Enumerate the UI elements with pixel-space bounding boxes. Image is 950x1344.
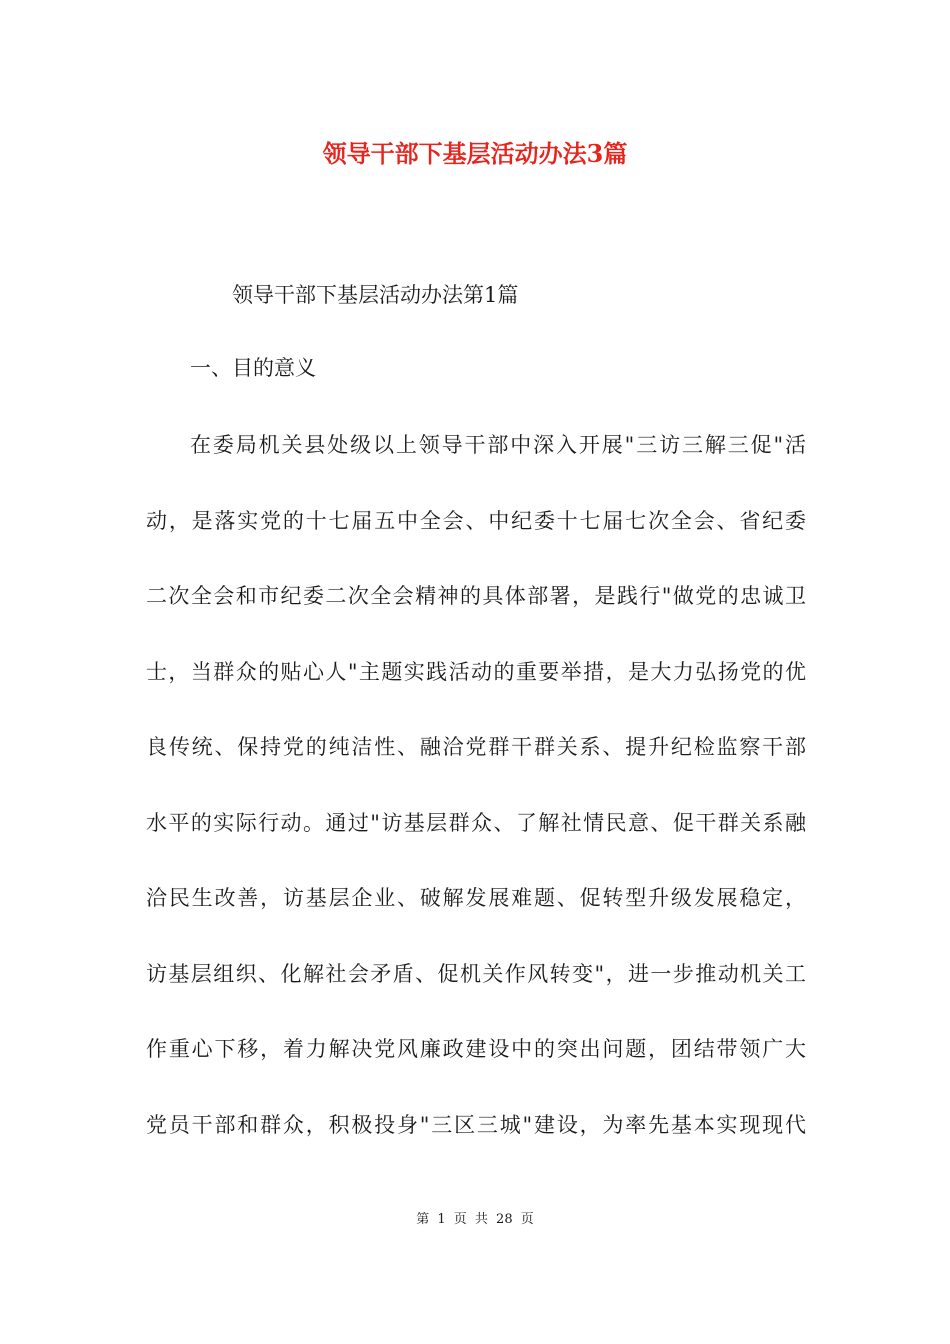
paragraph-line: 士，当群众的贴心人"主题实践活动的重要举措，是大力弘扬党的优 xyxy=(146,659,806,684)
article-subtitle: 领导干部下基层活动办法第1篇 xyxy=(232,283,519,307)
body-paragraph xyxy=(146,430,806,1185)
paragraph-line: 水平的实际行动。通过"访基层群众、了解社情民意、促干群关系融 xyxy=(146,810,806,835)
paragraph-line: 党员干部和群众，积极投身"三区三城"建设，为率先基本实现现代 xyxy=(146,1112,806,1137)
section-heading: 一、目的意义 xyxy=(190,356,316,380)
paragraph-line: 访基层组织、化解社会矛盾、促机关作风转变"，进一步推动机关工 xyxy=(146,961,806,986)
paragraph-line: 良传统、保持党的纯洁性、融洽党群干群关系、提升纪检监察干部 xyxy=(146,735,806,759)
paragraph-line: 作重心下移，着力解决党风廉政建设中的突出问题，团结带领广大 xyxy=(146,1037,806,1061)
paragraph-line: 二次全会和市纪委二次全会精神的具体部署，是践行"做党的忠诚卫 xyxy=(146,584,806,608)
paragraph-line: 动，是落实党的十七届五中全会、中纪委十七届七次全会、省纪委 xyxy=(146,508,806,533)
paragraph-line: 在委局机关县处级以上领导干部中深入开展"三访三解三促"活 xyxy=(190,433,806,457)
document-title: 领导干部下基层活动办法3篇 xyxy=(322,139,628,168)
page-footer: 第 1 页 共 28 页 xyxy=(416,1212,534,1227)
paragraph-line: 洽民生改善，访基层企业、破解发展难题、促转型升级发展稳定， xyxy=(146,886,806,910)
